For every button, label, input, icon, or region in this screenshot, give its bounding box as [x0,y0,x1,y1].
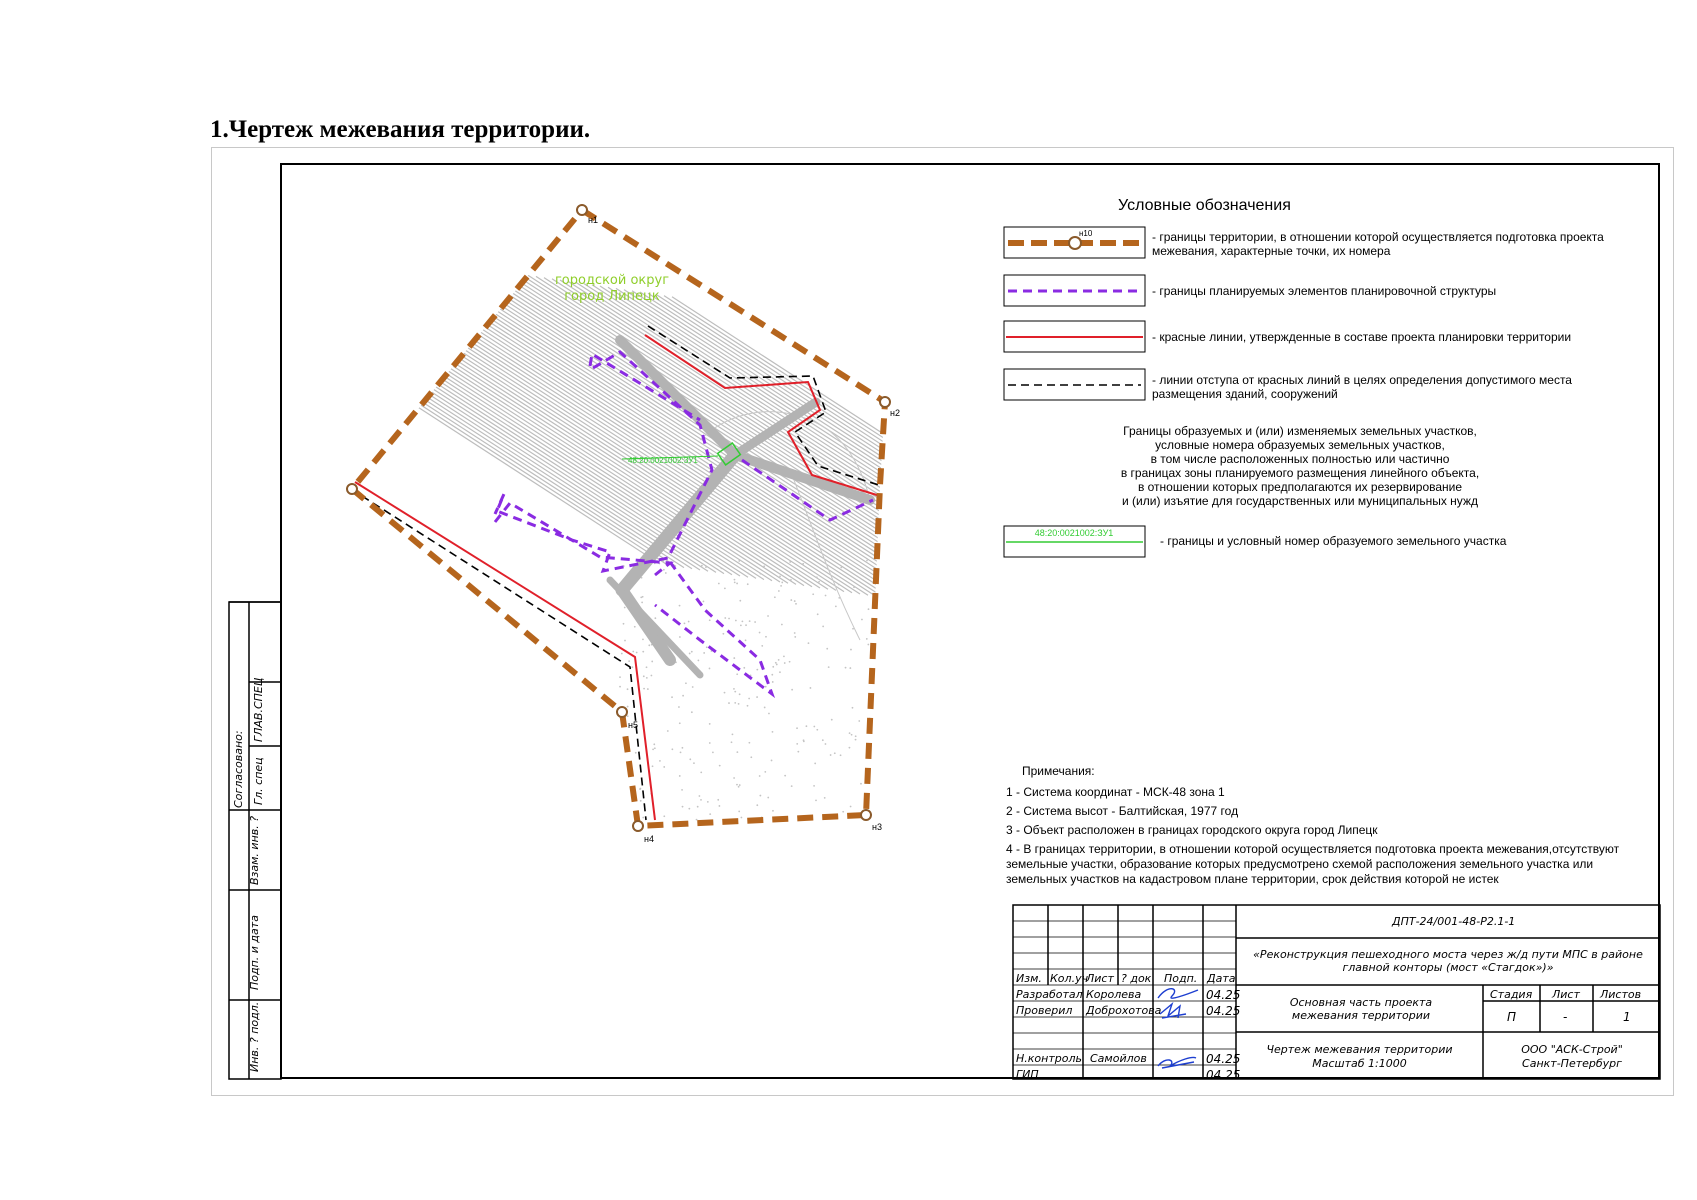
legend-parcel-block-line: Границы образуемых и (или) изменяемых земельных участков, [1123,424,1477,438]
side-inv-num: Взам. инв. ? [248,815,261,885]
tb-role-gip: ГИП [1016,1068,1039,1081]
area-label-line2: город Липецк [564,289,660,304]
legend-sample-planning [1004,275,1145,306]
point-label-n3: н3 [872,822,882,832]
tb-header-list: Лист [1086,972,1114,985]
side-inv-orig: Инв. ? подл. [248,1001,261,1072]
tb-date-gip: 04.25 [1206,1068,1241,1082]
tb-role-developer: Разработал [1016,988,1083,1001]
legend-sample-setback [1004,369,1145,400]
side-agreed: Согласовано: [232,730,245,808]
note-item: 2 - Система высот - Балтийская, 1977 год [1006,804,1239,818]
tb-header-kolvo: Кол.уч [1050,972,1089,985]
page-heading: 1.Чертеж межевания территории. [210,116,591,143]
sheets-label: Листов [1600,988,1642,1001]
point-label-n1: н1 [588,215,598,225]
tb-date-developer: 04.25 [1206,988,1241,1002]
point-label-n4: н4 [644,834,654,844]
tb-role-checker: Проверил [1016,1004,1073,1017]
tb-date-normcontrol: 04.25 [1206,1052,1241,1066]
company-city: Санкт-Петербург [1522,1057,1622,1070]
legend-sample-parcel [1004,526,1145,557]
drawing-title: Чертеж межевания территории [1266,1043,1453,1056]
legend-parcel-block-line: в том числе расположенных полностью или частично [1150,452,1450,466]
point-label-n2: н2 [890,408,900,418]
notes [1006,764,1656,891]
sheets-value: 1 [1623,1010,1631,1024]
drawing-scale: Масштаб 1:1000 [1312,1057,1407,1070]
signature-samoylov [1158,1057,1196,1068]
tb-header-izm: Изм. [1016,972,1042,985]
tb-name-checker: Доброхотова [1086,1004,1162,1017]
tb-name-normcontrol: Самойлов [1090,1052,1147,1065]
tb-header-date: Дата [1207,972,1236,985]
side-glav-spec: ГЛАВ.СПЕЦ [252,677,265,742]
legend-title: Условные обозначения [1118,197,1291,214]
side-sign-date: Подп. и дата [248,915,261,990]
area-label-line1: городской округ [554,273,670,288]
legend-item-planning: - границы планируемых элементов планировочной структуры [1152,284,1497,298]
tb-name-developer: Королева [1086,988,1142,1001]
parcel-label: 48:20:0021002:ЗУ1 [628,456,698,465]
doc-code: ДПТ-24/001-48-Р2.1-1 [1392,915,1516,928]
legend-sample-red [1004,321,1145,352]
legend-item-setback: - линии отступа от красных линий в целях определения допустимого места размещения зданий, сооружений [1152,373,1572,401]
legend-parcel-sample-label: 48:20:0021002:ЗУ1 [1034,528,1114,538]
signature-korolyova [1158,989,1198,998]
legend-parcel-block-line: и (или) изъятие для государственных или муниципальных нужд [1122,494,1478,508]
note-item: 4 - В границах территории, в отношении которой осуществляется подготовка проекта межевания,отсутствуют земельные участки, образование которых предусмотрено схемой расположения земельного участка или земельных участков на кадастровом плане территории, срок действия которой не истек [1006,842,1620,886]
legend-parcel-block [1080,424,1520,508]
legend-sample-point: н10 [1079,229,1093,238]
note-item: 1 - Система координат - МСК-48 зона 1 [1006,785,1225,799]
stage-label: Стадия [1490,988,1533,1001]
legend-item-red-lines: - красные линии, утвержденные в составе проекта планировки территории [1152,330,1572,344]
tb-role-normcontrol: Н.контроль [1016,1052,1082,1065]
company-name: ООО "АСК-Строй" [1521,1043,1623,1056]
side-chief-spec: Гл. спец [252,757,265,805]
notes-heading: Примечания: [1022,764,1095,778]
tb-date-checker: 04.25 [1206,1004,1241,1018]
point-label-n5: н5 [628,720,638,730]
stage-value: П [1507,1010,1517,1024]
legend-parcel-block-line: условные номера образуемых земельных участков, [1155,438,1445,452]
legend-parcel-block-line: в отношении которых предполагаются их резервирование [1137,480,1463,494]
note-item: 3 - Объект расположен в границах городского округа город Липецк [1006,823,1378,837]
tb-header-sign: Подп. [1164,972,1198,985]
sheet-value: - [1563,1010,1568,1024]
tb-header-doc: ? док [1121,972,1152,985]
legend-parcel-block-line: в границах зоны планируемого размещения линейного объекта, [1120,466,1480,480]
project-title: «Реконструкция пешеходного моста через ж/д пути МПС в районе главной конторы (мост «Стагдок»)» [1253,948,1643,974]
legend-item-territory: - границы территории, в отношении которой осуществляется подготовка проекта межевания, характерные точки, их номера [1152,230,1604,258]
section-title: Основная часть проекта межевания территории [1289,996,1433,1022]
sheet-label: Лист [1552,988,1580,1001]
signature-dobrokhotova [1160,1004,1186,1018]
legend-item-parcel: - границы и условный номер образуемого земельного участка [1160,534,1507,548]
legend-sample-territory [1004,227,1145,258]
